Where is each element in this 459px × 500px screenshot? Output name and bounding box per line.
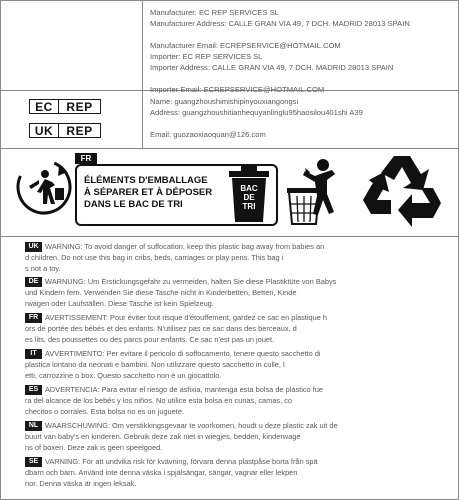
manufacturer-line: Manufacturer Address: CALLE GRAN VIA 49, 7 DCH. MADRID 28013 SPAIN bbox=[150, 19, 410, 28]
empty-cell bbox=[1, 1, 143, 90]
rep-line: Email: guozaoxiaoquan@126.com bbox=[150, 130, 266, 139]
manufacturer-line: Importer Address: CALLE GRAN VIA 49, 7 DCH. MADRID 28013 SPAIN bbox=[150, 63, 394, 72]
rep-line: Name: guangzhoushimishipinyouxiangongsi bbox=[150, 97, 299, 106]
warning-line: checitos o corrales. Esta bolsa no es un juguete. bbox=[25, 407, 184, 416]
recycling-section bbox=[1, 148, 458, 237]
rep-marks bbox=[1, 90, 143, 148]
flag-de: DE bbox=[25, 277, 42, 287]
uk-mark-text: UK bbox=[30, 124, 59, 137]
warning-block-fr bbox=[25, 312, 452, 345]
rep-section bbox=[1, 90, 458, 149]
flag-fr: FR bbox=[25, 313, 42, 323]
manufacturer-section bbox=[1, 1, 458, 94]
manufacturer-line: Manufacturer Email: ECREPSERVICE@HOTMAIL.COM bbox=[150, 41, 341, 50]
triman-text bbox=[84, 175, 212, 211]
bin-label bbox=[235, 184, 263, 211]
ec-mark-text: EC bbox=[30, 100, 59, 113]
flag-uk: UK bbox=[25, 242, 42, 252]
warning-line: und Kindern fern. Verwenden Sie diese Tasche nicht in Kinderbetten, Betten, Kinde bbox=[25, 288, 297, 297]
warning-line: VARNING: För att undvika risk för kvävning, förvara denna plastpåse borta från spä bbox=[45, 457, 318, 466]
warning-line: ADVERTENCIA: Para evitar el riesgo de asfixia, mantenga esta bolsa de plástico fue bbox=[45, 385, 323, 394]
warning-block-de bbox=[25, 276, 452, 309]
warning-line: rwagen oder Laufställen. Diese Tasche ist kein Spielzeug. bbox=[25, 299, 214, 308]
warning-line: AVVERTIMENTO: Per evitare il pericolo di soffocamento, tenere questo sacchetto di bbox=[45, 349, 321, 358]
manufacturer-line: Importer Email: ECREPSERVICE@HOTMAIL.COM bbox=[150, 85, 325, 94]
warning-line: dbarn och barn. Använd inte denna väska i spjälsängar, sängar, vagnar eller lekpen bbox=[25, 468, 298, 477]
recycle-icon bbox=[361, 152, 443, 230]
rep-mark-text: REP bbox=[66, 99, 93, 114]
warnings-section bbox=[1, 236, 458, 499]
warning-line: nor. Denna väska är ingen leksak. bbox=[25, 479, 137, 488]
rep-info bbox=[150, 96, 454, 140]
tidyman-icon bbox=[285, 156, 355, 226]
warning-line: es lits, des poussettes ou des parcs pour enfants. Ce sac n'est pas un jouet. bbox=[25, 335, 275, 344]
manufacturer-line: Manufacturer: EC REP SERVICES SL bbox=[150, 8, 279, 17]
flag-nl: NL bbox=[25, 421, 42, 431]
warning-line: buurt van baby's en kinderen. Gebruik deze zak niet in wiegjes, bedden, kinderwage bbox=[25, 432, 301, 441]
warning-line: plastica lontano da neonati e bambini. Non utilizzare questo sacchetto in culle, l bbox=[25, 360, 285, 369]
warning-line: WAARSCHUWING: Om verstikkingsgevaar te voorkomen, houdt u deze plastic zak uit de bbox=[45, 421, 338, 430]
triman-banner bbox=[71, 153, 283, 229]
triman-icon bbox=[15, 158, 73, 216]
warning-block-se bbox=[25, 456, 452, 489]
warning-block-uk bbox=[25, 241, 452, 274]
flag-es: ES bbox=[25, 385, 42, 395]
triman-line: DANS LE BAC DE TRI bbox=[84, 199, 183, 210]
warning-line: s not a toy. bbox=[25, 264, 61, 273]
warning-line: ra del alcance de los bebés y los niños. No utilice esta bolsa en cunas, camas, co bbox=[25, 396, 293, 405]
bin-label-line: TRI bbox=[242, 202, 256, 211]
rep-line: Address: guangzhoushitianhequyanlinglu95haosilou401shi A39 bbox=[150, 108, 363, 117]
triman-line: À SÉPARER ET À DÉPOSER bbox=[84, 187, 213, 198]
ec-rep-mark bbox=[29, 99, 101, 114]
warning-line: WARNUNG: Um Erstickungsgefahr zu vermeiden, halten Sie diese Plastiktüte von Babys bbox=[45, 277, 337, 286]
warning-block-es bbox=[25, 384, 452, 417]
warning-line: WARNING: To avoid danger of suffocation, keep this plastic bag away from babies an bbox=[45, 242, 325, 251]
warning-line: etti, carrozzine o box. Questo sacchetto non è un giocattolo. bbox=[25, 371, 222, 380]
bin-label-line: BAC bbox=[240, 184, 258, 193]
warning-line: AVERTISSEMENT: Pour éviter tout risque d'étouffement, gardez ce sac en plastique h bbox=[45, 313, 327, 322]
fr-tag: FR bbox=[75, 153, 97, 164]
flag-se: SE bbox=[25, 457, 42, 467]
bin-label-line: DE bbox=[243, 193, 255, 202]
warning-line: ors de portée des bébés et des enfants. N'utilisez pas ce sac dans des berceaux, d bbox=[25, 324, 297, 333]
manufacturer-info bbox=[150, 7, 454, 95]
rep-mark-text: REP bbox=[66, 123, 93, 138]
warning-block-it bbox=[25, 348, 452, 381]
uk-rep-mark bbox=[29, 123, 101, 138]
warning-block-nl bbox=[25, 420, 452, 453]
warning-line: ns of boxen. Deze zak is geen speelgoed. bbox=[25, 443, 163, 452]
manufacturer-line: Importer: EC REP SERVICES SL bbox=[150, 52, 263, 61]
flag-it: IT bbox=[25, 349, 42, 359]
triman-line: ÉLÉMENTS D'EMBALLAGE bbox=[84, 175, 208, 186]
warning-line: d children. Do not use this bag in cribs, beds, carriages or play pens. This bag i bbox=[25, 253, 284, 262]
